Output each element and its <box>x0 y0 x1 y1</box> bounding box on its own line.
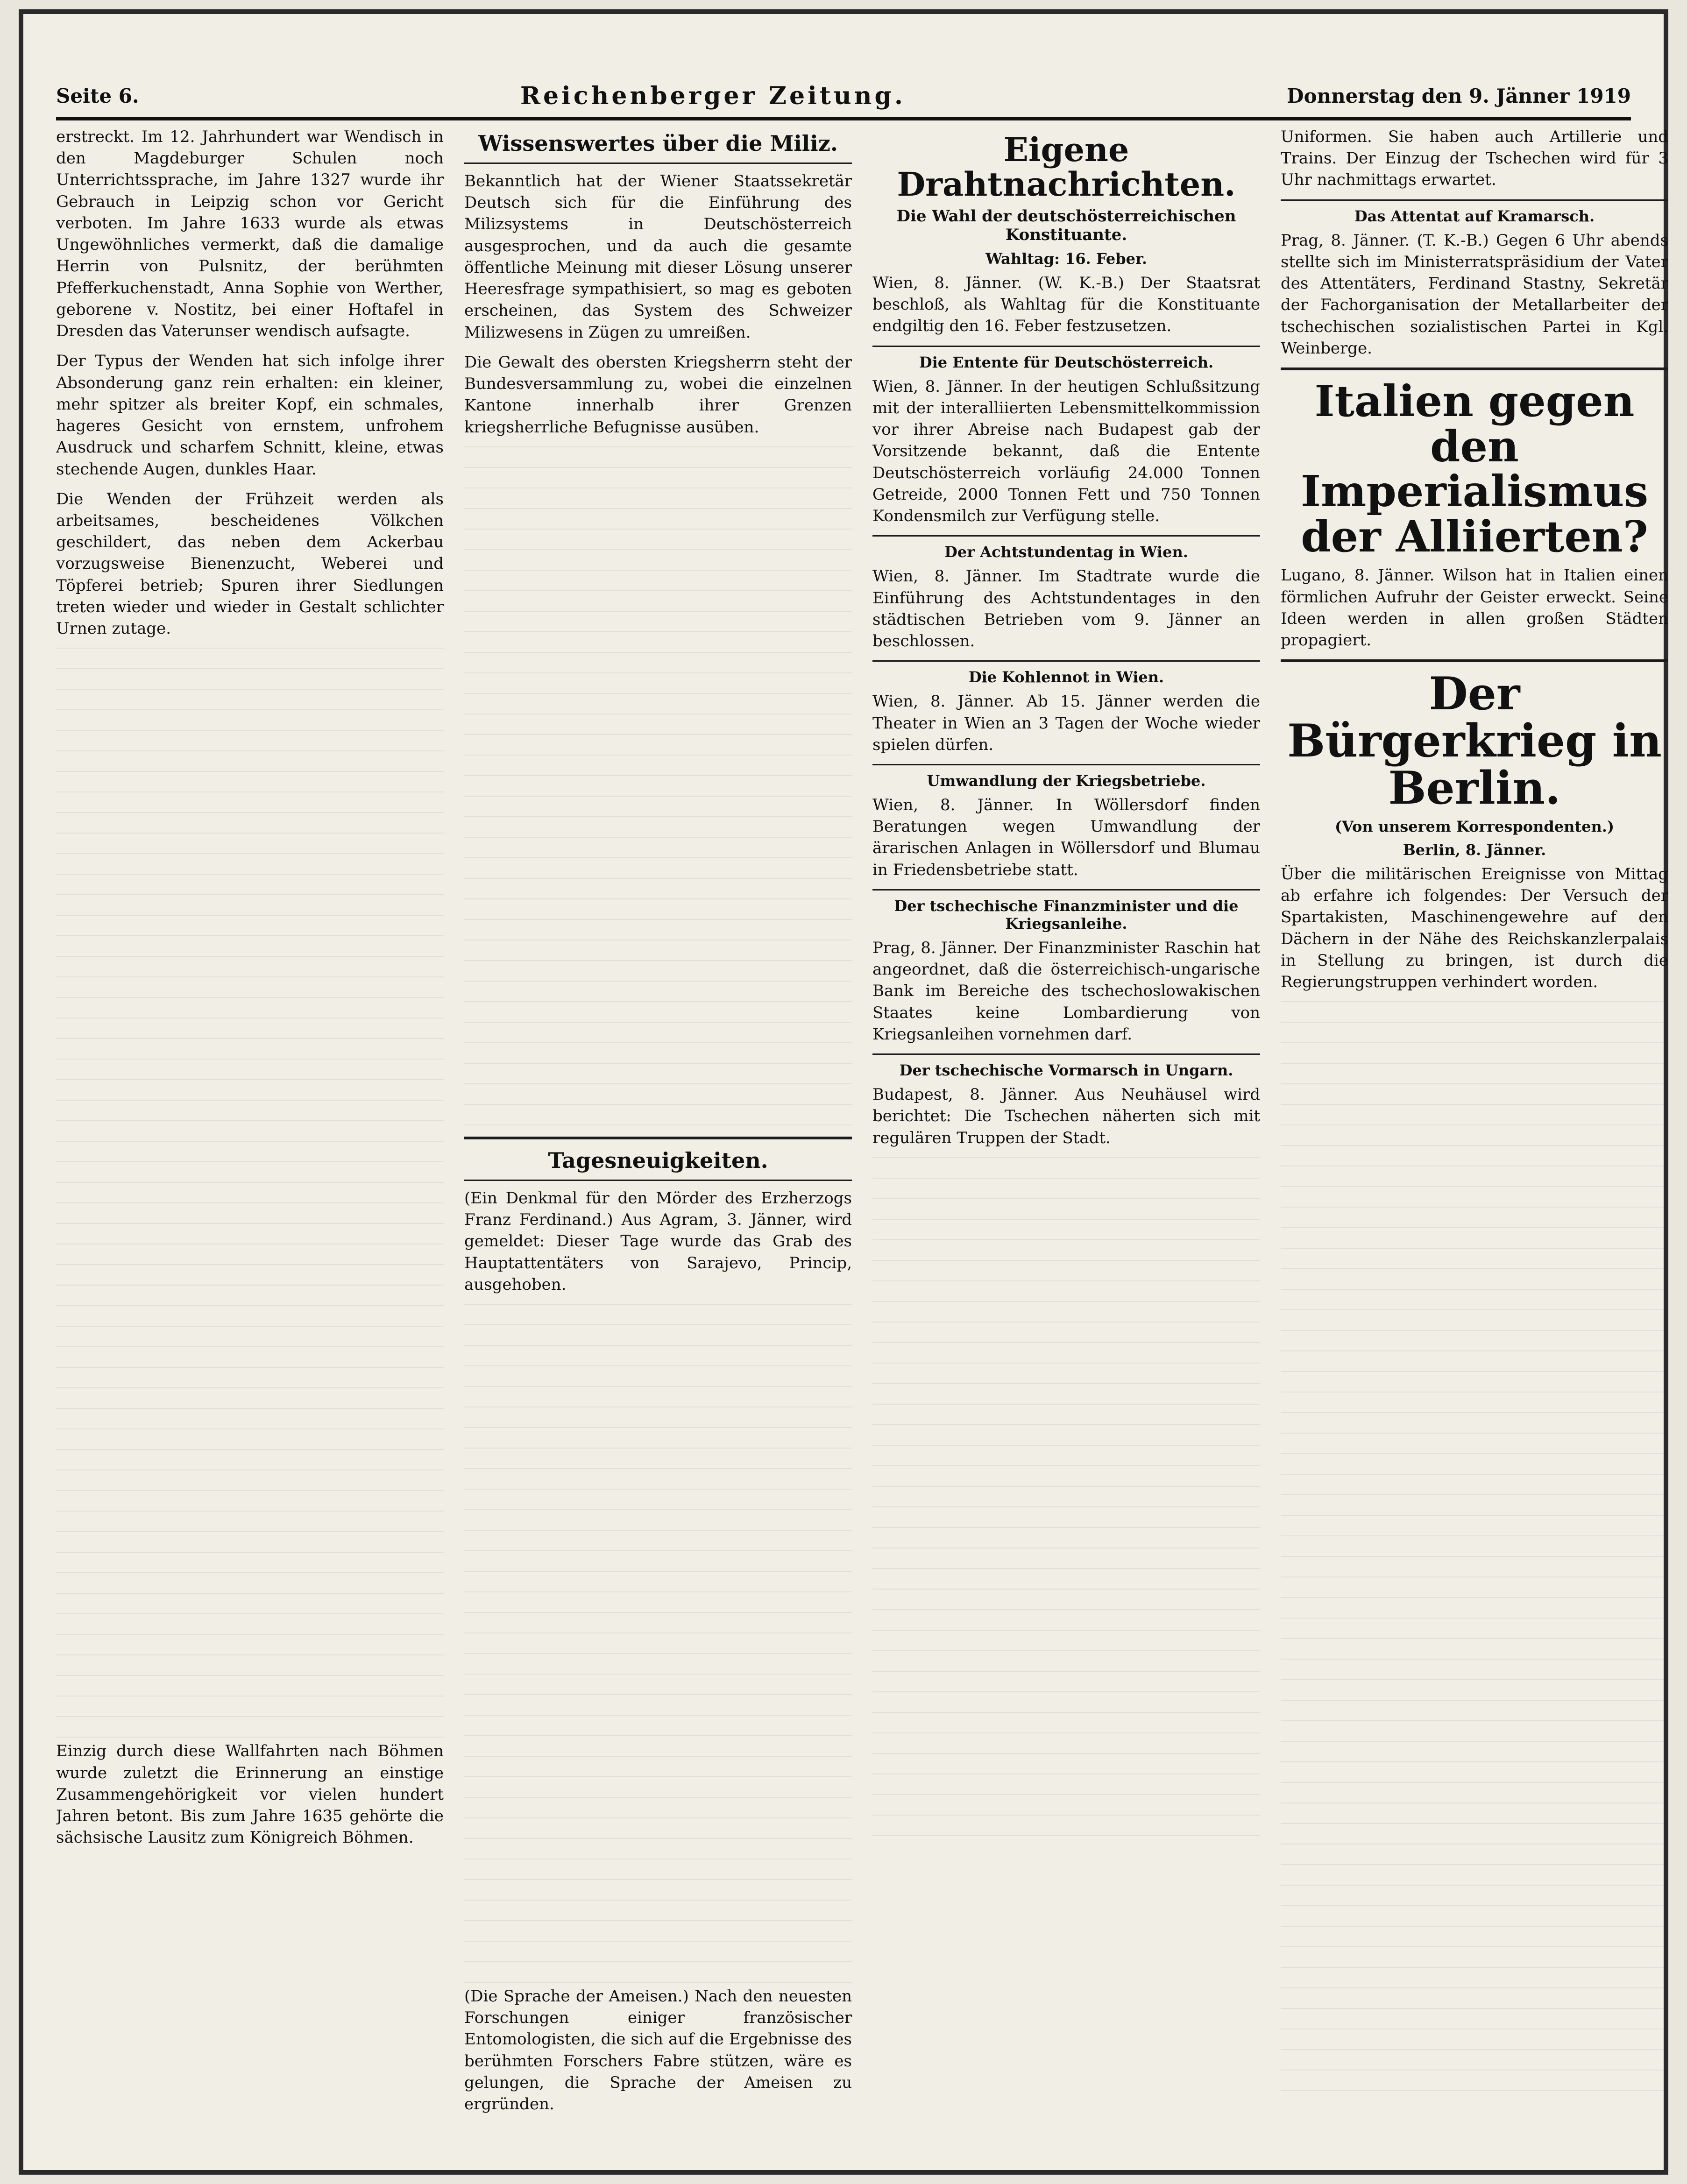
paragraph: Wien, 8. Jänner. Im Stadtrate wurde die Einführung des Achtstundentages in den städtischen Betrieben vom 9. Jänner an beschlossen. <box>872 567 1260 651</box>
text-block-remainder <box>1281 1001 1668 2094</box>
divider <box>464 163 852 164</box>
article-heading: Die Kohlennot in Wien. <box>968 668 1164 686</box>
divider <box>872 660 1260 662</box>
text-block-remainder <box>464 1304 852 1986</box>
paragraph: Die Wenden der Frühzeit werden als arbeitsames, bescheidenes Völkchen geschildert, das neben dem Ackerbau vorzugsweise Bienenzucht, Weberei und Töpferei betrieb; Spuren ihrer Siedlungen treten wieder und wieder in Gestalt schlichter Urnen zutage. <box>56 489 444 638</box>
headline: Italien gegen den Imperialismus der Alliierten? <box>1301 376 1648 562</box>
page-number: Seite 6. <box>56 84 139 107</box>
columns-grid <box>56 126 1668 2133</box>
paragraph: Bekanntlich hat der Wiener Staatssekretär Deutsch sich für die Einführung des Milizsystems in Deutschösterreich ausgesprochen, und da auch die gesamte öffentliche Meinung mit dieser Lösung unserer Heeresfrage sympathisiert, so mag es geboten erscheinen, das System des Schweizer Milizwesens in Zügen zu umreißen. <box>464 172 852 342</box>
divider <box>1281 199 1668 201</box>
paragraph: Die Gewalt des obersten Kriegsherrn steht der Bundesversammlung zu, wobei die einzelnen Kantone innerhalb ihrer Grenzen kriegsherrliche Befugnisse ausüben. <box>464 353 852 437</box>
article-title: Wissenswertes über die Miliz. <box>478 131 838 156</box>
article-subtitle: Die Wahl der deutschösterreichischen Konstituante. <box>896 207 1236 244</box>
section-divider <box>1281 659 1668 662</box>
paragraph: Prag, 8. Jänner. Der Finanzminister Raschin hat angeordnet, daß die österreichisch-ungarische Bank im Bereiche des tschechoslowakischen Staates keine Lombardierung von Kriegsanleihen vornehmen darf. <box>872 938 1260 1044</box>
byline: (Von unserem Korrespondenten.) <box>1334 817 1615 835</box>
newspaper-page <box>19 9 1668 2175</box>
section-divider <box>464 1137 852 1139</box>
section-title: Tagesneuigkeiten. <box>548 1147 768 1173</box>
article-note: Wahltag: 16. Feber. <box>985 250 1148 268</box>
article-heading: Der tschechische Finanzminister und die Kriegsanleihe. <box>894 897 1239 933</box>
paragraph: Uniformen. Sie haben auch Artillerie und Trains. Der Einzug der Tschechen wird für 3 Uhr nachmittags erwartet. <box>1281 127 1668 190</box>
paragraph: Wien, 8. Jänner. In der heutigen Schlußsitzung mit der interalliierten Lebensmittelkommission vor ihrer Abreise nach Budapest gab der Vorsitzende bekannt, daß die Entente Deutschösterreich vorläufig 24.000 Tonnen Getreide, 2000 Tonnen Fett und 750 Tonnen Kondensmilch zur Verfügung stelle. <box>872 377 1260 526</box>
paragraph: Lugano, 8. Jänner. Wilson hat in Italien einen förmlichen Aufruhr der Geister erweckt. Seine Ideen werden in allen großen Städten propagiert. <box>1281 566 1668 650</box>
issue-date: Donnerstag den 9. Jänner 1919 <box>1287 84 1631 107</box>
paragraph: Der Typus der Wenden hat sich infolge ihrer Absonderung ganz rein erhalten: ein kleiner, mehr spitzer als breiter Kopf, ein schmales, hageres Gesicht von ernstem, unfrohem Ausdruck und scharfem Schnitt, kleine, etwas stechende Augen, dunkles Haar. <box>56 352 444 479</box>
article-heading: Der tschechische Vormarsch in Ungarn. <box>899 1061 1233 1080</box>
text-block-remainder <box>56 648 444 1740</box>
newspaper-title: Reichenberger Zeitung. <box>520 81 906 110</box>
paragraph: Wien, 8. Jänner. In Wöllersdorf finden Beratungen wegen Umwandlung der ärarischen Anlagen in Wöllersdorf und Blumau in Friedensbetriebe statt. <box>872 795 1260 879</box>
divider <box>872 889 1260 891</box>
divider <box>872 346 1260 347</box>
text-block-remainder <box>464 446 852 1128</box>
divider <box>464 1180 852 1181</box>
article-heading: Die Entente für Deutschösterreich. <box>919 353 1214 371</box>
article-heading: Umwandlung der Kriegsbetriebe. <box>927 771 1206 790</box>
paragraph: Wien, 8. Jänner. Ab 15. Jänner werden die Theater in Wien an 3 Tagen der Woche wieder spielen dürfen. <box>872 692 1260 754</box>
section-divider <box>1281 368 1668 370</box>
paragraph: Prag, 8. Jänner. (T. K.-B.) Gegen 6 Uhr abends stellte sich im Ministerratspräsidium der Vater des Attentäters, Ferdinand Stastny, Sekretär der Fachorganisation der Metallarbeiter der tschechischen sozialistischen Partei in Kgl. Weinberge. <box>1281 231 1668 358</box>
divider <box>872 535 1260 537</box>
article-heading: Das Attentat auf Kramarsch. <box>1354 207 1595 225</box>
paragraph: (Die Sprache der Ameisen.) Nach den neuesten Forschungen einiger französischer Entomologisten, die sich auf die Ergebnisse des berühmten Forschers Fabre stützen, wäre es gelungen, die Sprache der Ameisen zu ergründen. <box>464 1986 852 2114</box>
headline: Der Bürgerkrieg in Berlin. <box>1287 667 1662 815</box>
paragraph: erstreckt. Im 12. Jahrhundert war Wendisch in den Magdeburger Schulen noch Unterrichtssprache, im Jahre 1327 wurde ihr Gebrauch in Leipzig schon vor Gericht verboten. Im Jahre 1633 wurde als etwas Ungewöhnliches vermerkt, daß die damalige Herrin von Pulsnitz, der berühmten Pfefferkuchenstadt, Anna Sophie von Werther, geborene v. Nostitz, bei einer Hoftafel in Dresden das Vaterunser wendisch aufsagte. <box>56 127 444 341</box>
column-3 <box>872 126 1260 2133</box>
section-title: Eigene Drahtnachrichten. <box>897 130 1236 204</box>
column-1 <box>56 126 444 2133</box>
paragraph: (Ein Denkmal für den Mörder des Erzherzogs Franz Ferdinand.) Aus Agram, 3. Jänner, wird gemeldet: Dieser Tage wurde das Grab des Hauptattentäters von Sarajevo, Princip, ausgehoben. <box>464 1188 852 1294</box>
paragraph: Budapest, 8. Jänner. Aus Neuhäusel wird berichtet: Die Tschechen näherten sich mit regulären Truppen der Stadt. <box>872 1085 1260 1147</box>
page-header <box>56 75 1631 120</box>
paragraph: Einzig durch diese Wallfahrten nach Böhmen wurde zuletzt die Erinnerung an einstige Zusammengehörigkeit vor vielen hundert Jahren betont. Bis zum Jahre 1635 gehörte die sächsische Lausitz zum Königreich Böhmen. <box>56 1742 444 1847</box>
paragraph: Über die militärischen Ereignisse von Mittag ab erfahre ich folgendes: Der Versuch der Spartakisten, Maschinengewehre auf den Dächern in der Nähe des Reichskanzlerpalais in Stellung zu bringen, ist durch die Regierungstruppen verhindert worden. <box>1281 864 1668 991</box>
text-block-remainder <box>872 1157 1260 1839</box>
article-heading: Der Achtstundentag in Wien. <box>944 543 1188 561</box>
paragraph: Wien, 8. Jänner. (W. K.-B.) Der Staatsrat beschloß, als Wahltag für die Konstituante endgiltig den 16. Feber festzusetzen. <box>872 274 1260 336</box>
divider <box>872 1053 1260 1055</box>
divider <box>872 764 1260 765</box>
column-4 <box>1281 126 1668 2133</box>
column-2 <box>464 126 852 2133</box>
dateline: Berlin, 8. Jänner. <box>1403 841 1546 859</box>
